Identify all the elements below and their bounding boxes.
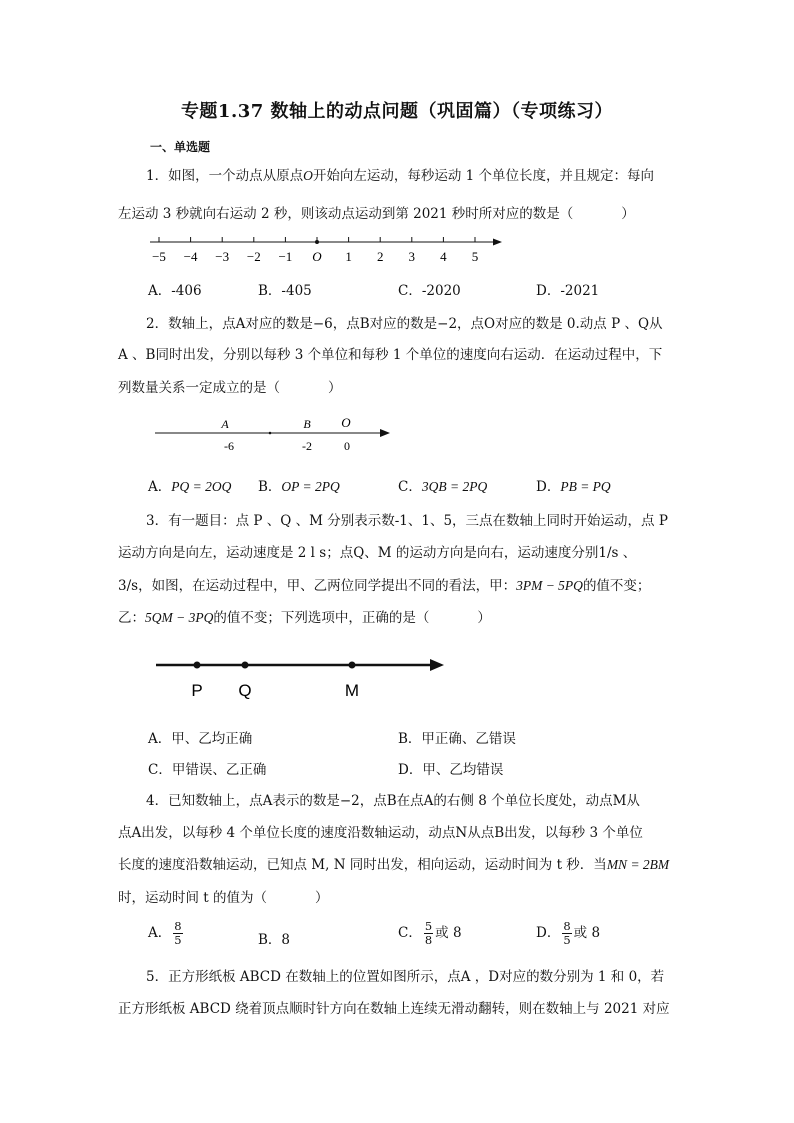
q2-label-a: A xyxy=(221,417,229,431)
q2-value-a: -6 xyxy=(224,439,234,453)
q2-value-b: -2 xyxy=(302,439,312,453)
q2-line-1: 2．数轴上，点A对应的数是−6，点B对应的数是−2，点O对应的数是 0.动点 P 、Q从 xyxy=(146,316,663,332)
q4-option-b[interactable]: B．8 xyxy=(258,932,291,948)
q1-tick-label: O xyxy=(312,249,322,264)
q1-option-c[interactable]: C．-2020 xyxy=(398,283,461,299)
q3-line-2: 运动方向是向左，运动速度是 2 l s；点Q、M 的运动方向是向右，运动速度分别1/s 、 xyxy=(118,545,637,561)
q3-option-d[interactable]: D．甲、乙均错误 xyxy=(398,762,504,778)
q2-line-2: A 、B同时出发，分别以每秒 3 个单位和每秒 1 个单位的速度向右运动．在运动过程中，下 xyxy=(118,347,663,363)
q3-point-m xyxy=(349,662,356,669)
q2-line-3: 列数量关系一定成立的是（ ） xyxy=(118,380,342,396)
q1-number-line xyxy=(140,232,520,266)
q2-option-d[interactable]: D．PB = PQ xyxy=(536,479,611,495)
q3-line-3: 3/s，如图，在运动过程中，甲、乙两位同学提出不同的看法，甲：3PM − 5PQ的值不变； xyxy=(118,578,651,594)
q4-option-d[interactable]: D． $\frac{8}{5}$ 或 8 xyxy=(536,919,601,947)
q1-tick-label: 3 xyxy=(408,249,416,264)
q4-option-a[interactable]: A． $\frac{8}{5}$ xyxy=(148,919,182,947)
q1-tick-label: −1 xyxy=(278,249,293,264)
q3-option-a[interactable]: A．甲、乙均正确 xyxy=(148,731,253,747)
page-title: 专题1.37 数轴上的动点问题（巩固篇）（专项练习） xyxy=(180,101,614,122)
q5-line-1: 5．正方形纸板 ABCD 在数轴上的位置如图所示，点A ，D对应的数分别为 1 和 0，若 xyxy=(146,969,665,985)
q1-tick-label: −2 xyxy=(246,249,261,264)
q1-tick-label: −3 xyxy=(215,249,230,264)
q1-tick-label: −4 xyxy=(183,249,198,264)
q1-tick-label: 4 xyxy=(440,249,447,264)
q1-tick-label: −5 xyxy=(152,249,166,264)
q3-number-line xyxy=(150,652,450,702)
q4-line-2: 点A出发，以每秒 4 个单位长度的速度沿数轴运动，动点N从点B出发，以每秒 3 个单位 xyxy=(118,825,643,841)
q3-label-q: Q xyxy=(238,681,252,700)
q2-option-c[interactable]: C．3QB = 2PQ xyxy=(398,479,488,495)
q5-line-2: 正方形纸板 ABCD 绕着顶点顺时针方向在数轴上连续无滑动翻转，则在数轴上与 2021 对应 xyxy=(118,1001,670,1017)
q2-option-a[interactable]: A．PQ = 2OQ xyxy=(148,479,232,495)
q1-option-a[interactable]: A．-406 xyxy=(148,283,202,299)
q4-option-c[interactable]: C． $\frac{5}{8}$ 或 8 xyxy=(398,919,462,947)
q2-value-o: 0 xyxy=(344,439,350,453)
q3-option-b[interactable]: B．甲正确、乙错误 xyxy=(398,731,516,747)
q3-line-1: 3．有一题目：点 P 、Q 、M 分别表示数-1、1、5，三点在数轴上同时开始运动，点 P xyxy=(146,513,668,529)
q1-line-1: 1．如图，一个动点从原点O开始向左运动，每秒运动 1 个单位长度，并且规定：每向 xyxy=(146,168,655,184)
q4-line-4: 时，运动时间 t 的值为（ ） xyxy=(118,890,329,906)
q3-point-q xyxy=(242,662,249,669)
section-heading: 一、单选题 xyxy=(150,140,211,154)
q2-number-line xyxy=(150,412,400,456)
q3-label-p: P xyxy=(191,681,203,700)
q1-tick-label: 2 xyxy=(376,249,384,264)
q4-line-1: 4．已知数轴上，点A表示的数是−2，点B在点A的右侧 8 个单位长度处，动点M从 xyxy=(146,793,640,809)
q1-tick-label: 5 xyxy=(471,249,479,264)
q1-tick-label: 1 xyxy=(345,249,352,264)
q3-line-4: 乙：5QM − 3PQ的值不变；下列选项中，正确的是（ ） xyxy=(118,610,491,626)
q4-line-3: 长度的速度沿数轴运动，已知点 M, N 同时出发，相向运动，运动时间为 t 秒．当MN = 2BM xyxy=(118,857,670,873)
q3-point-p xyxy=(194,662,201,669)
q1-option-b[interactable]: B．-405 xyxy=(258,283,312,299)
q3-option-c[interactable]: C．甲错误、乙正确 xyxy=(148,762,267,778)
q1-line-2: 左运动 3 秒就向右运动 2 秒，则该动点运动到第 2021 秒时所对应的数是（ ） xyxy=(118,206,635,222)
q2-label-o: O xyxy=(341,415,351,430)
q2-option-b[interactable]: B．OP = 2PQ xyxy=(258,479,340,495)
q1-option-d[interactable]: D．-2021 xyxy=(536,283,600,299)
q2-label-b: B xyxy=(303,417,311,431)
q3-label-m: M xyxy=(344,681,360,700)
